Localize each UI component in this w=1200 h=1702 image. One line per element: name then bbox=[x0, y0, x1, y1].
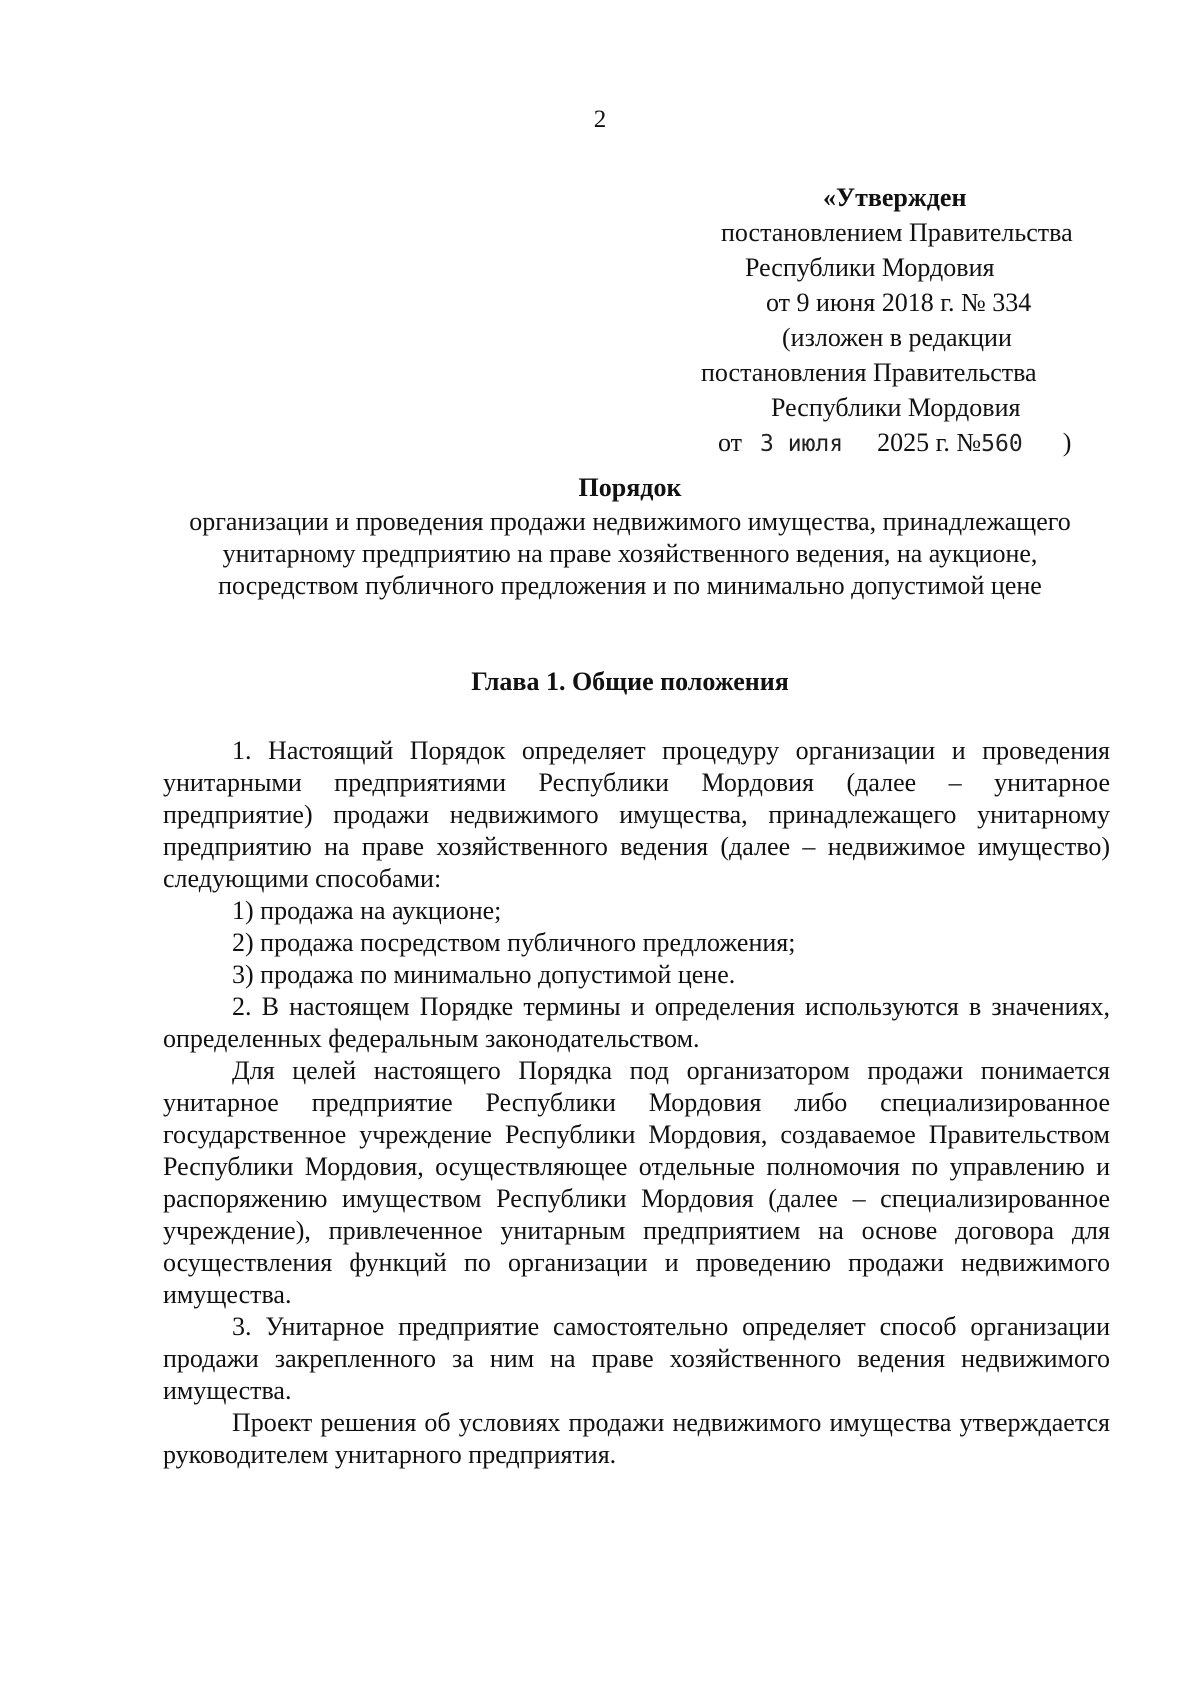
approval-date-year: 2025 г. № bbox=[877, 428, 982, 457]
approval-line: постановления Правительства bbox=[701, 358, 1037, 387]
approval-date-day: 3 июля bbox=[760, 431, 844, 457]
paragraph: Для целей настоящего Порядка под организатором продажи понимается унитарное предприятие Республики Мордовия либо специализированное государственное учреждение Республики Мордовия, создаваемое Правительством Республики Мордовия, осуществляющее отдельные полномочия по управлению и распоряжению имуществом Республики Мордовия (далее – специализированное учреждение), привлеченное унитарным предприятием на основе договора для осуществления функций по организации и проведению продажи недвижимого имущества. bbox=[163, 1056, 1110, 1309]
paragraph: 1. Настоящий Порядок определяет процедуру организации и проведения унитарными предприятиями Республики Мордовия (далее – унитарное предприятие) продажи недвижимого имущества, принадлежащего унитарному предприятию на праве хозяйственного ведения (далее – недвижимое имущество) следующими способами: bbox=[163, 736, 1110, 893]
approval-heading: «Утвержден bbox=[823, 183, 967, 212]
page-number: 2 bbox=[593, 106, 607, 133]
document-title-block bbox=[150, 472, 1110, 602]
approval-date-line bbox=[690, 425, 1120, 462]
approval-line: от 9 июня 2018 г. № 334 bbox=[766, 288, 1032, 317]
approval-line: Республики Мордовия bbox=[745, 253, 995, 282]
approval-date-suffix: ) bbox=[1062, 428, 1072, 457]
approval-date-prefix: от bbox=[718, 428, 743, 457]
paragraph: 3. Унитарное предприятие самостоятельно определяет способ организации продажи закрепленного за ним на праве хозяйственного ведения недвижимого имущества. bbox=[163, 1312, 1110, 1405]
chapter-body bbox=[163, 735, 1110, 1471]
paragraph: Проект решения об условиях продажи недвижимого имущества утверждается руководителем унитарного предприятия. bbox=[163, 1408, 1110, 1469]
paragraph: 2. В настоящем Порядке термины и определения используются в значениях, определенных федеральным законодательством. bbox=[163, 992, 1110, 1053]
chapter-heading: Глава 1. Общие положения bbox=[471, 667, 789, 696]
approval-stamp-block bbox=[690, 180, 1120, 462]
list-item: 3) продажа по минимально допустимой цене. bbox=[232, 960, 736, 989]
document-title: Порядок bbox=[578, 473, 682, 502]
list-item: 1) продажа на аукционе; bbox=[232, 896, 502, 925]
approval-line: Республики Мордовия bbox=[771, 393, 1021, 422]
list-item: 2) продажа посредством публичного предложения; bbox=[232, 928, 796, 957]
approval-line: (изложен в редакции bbox=[782, 323, 1012, 352]
approval-date-number: 560 bbox=[981, 431, 1023, 457]
approval-line: постановлением Правительства bbox=[721, 218, 1073, 247]
document-subtitle: организации и проведения продажи недвижимого имущества, принадлежащего унитарному предприятию на праве хозяйственного ведения, на аукционе, посредством публичного предложения и по минимально допустимой цене bbox=[189, 507, 1071, 600]
